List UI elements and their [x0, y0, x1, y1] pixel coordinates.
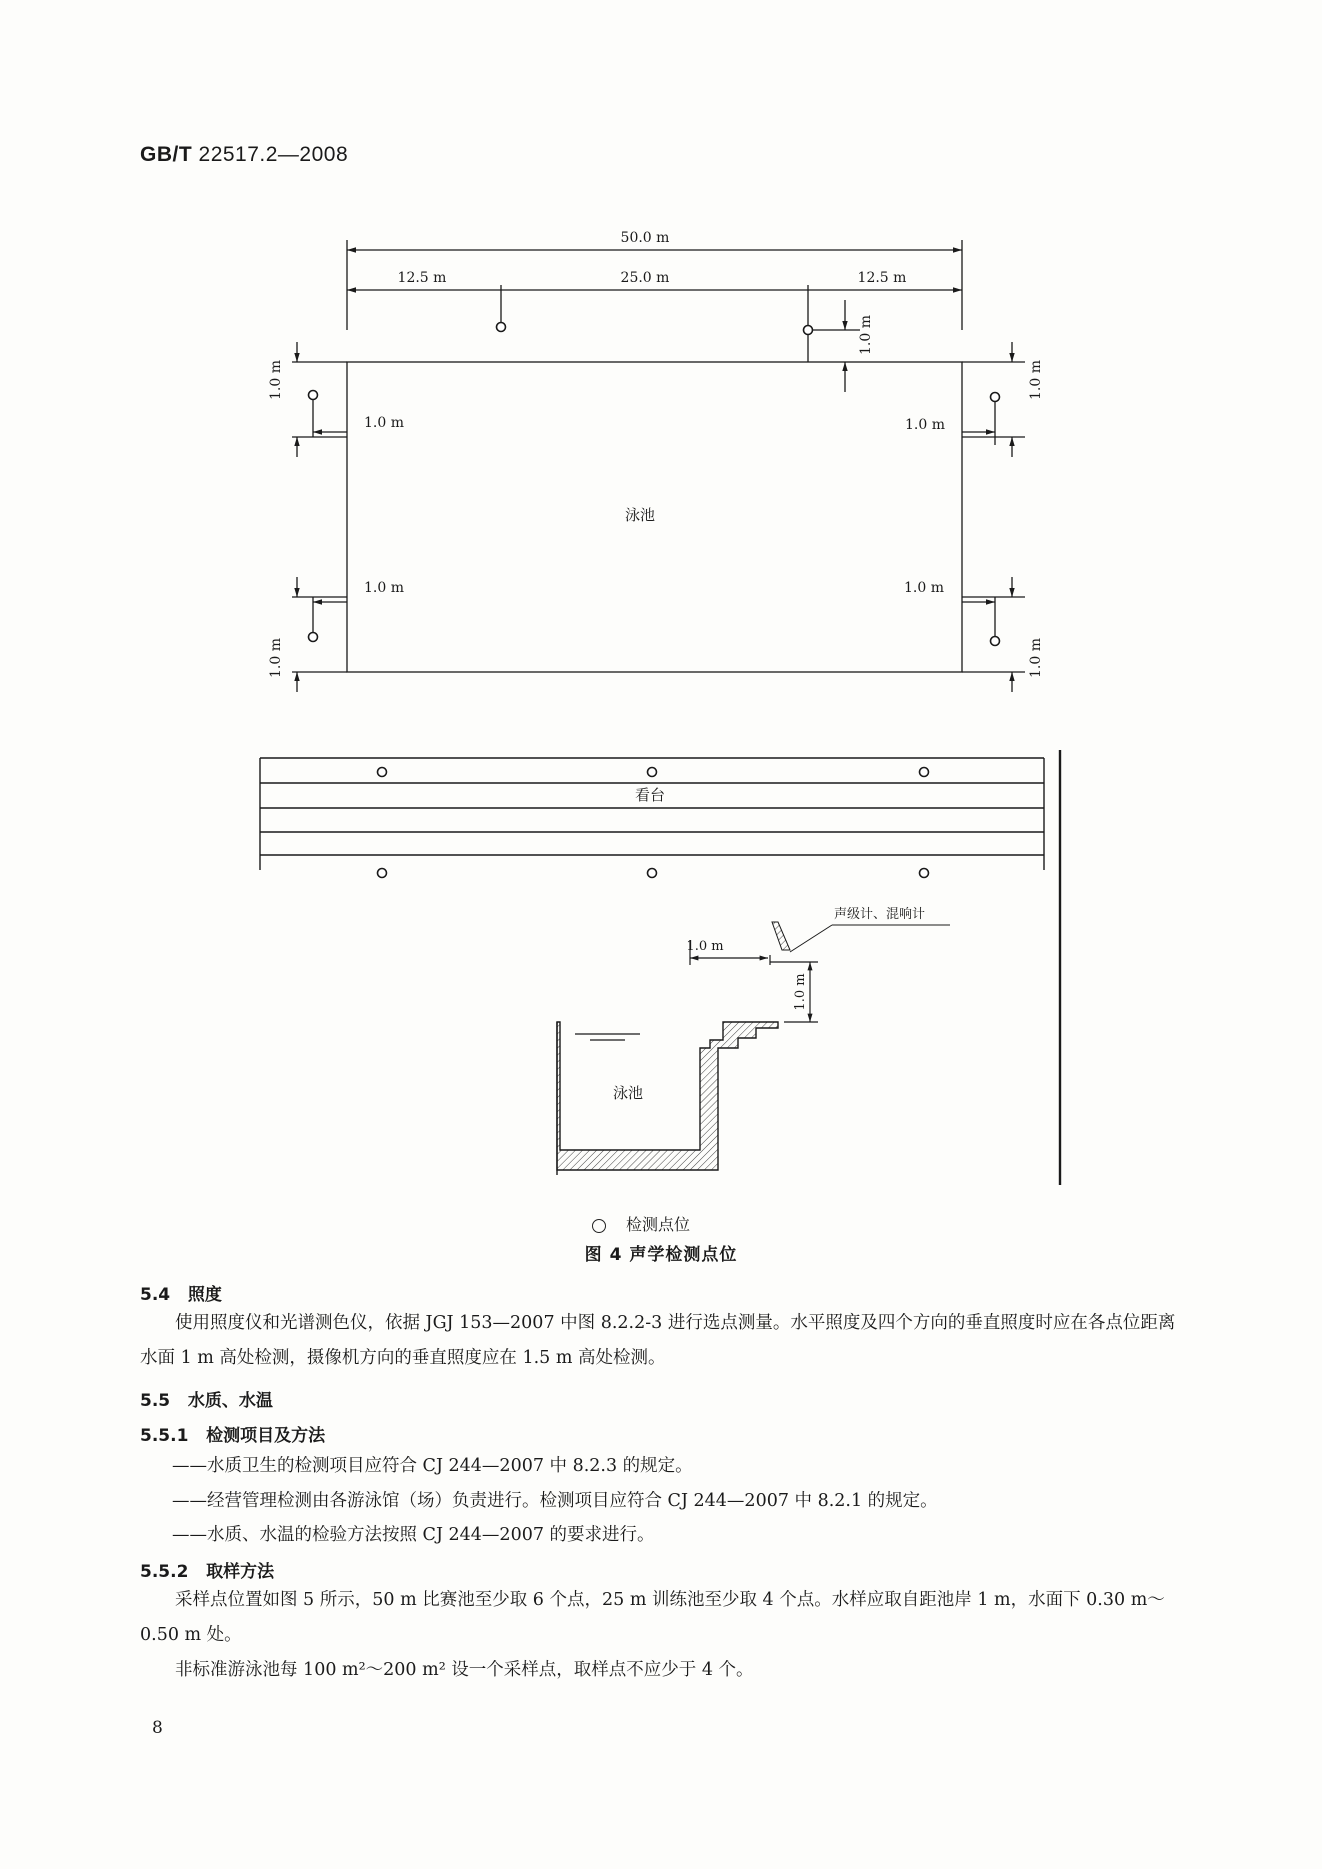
- measure-point: [991, 637, 1000, 646]
- section-5-4-heading: [140, 1280, 222, 1305]
- measure-point: [378, 869, 387, 878]
- section-5-5-2-text: 采样点位置如图 5 所示，50 m 比赛池至少取 6 个点，25 m 训练池至少取 4 个点。水样应取自距池岸 1 m，水面下 0.30 m～0.50 m 处。: [140, 1590, 1165, 1645]
- section-title: 检测项目及方法: [206, 1426, 326, 1446]
- section-number: 5.5.2: [140, 1562, 189, 1582]
- dim-offset: 1.0 m: [364, 415, 404, 431]
- standard-number: 22517.2—2008: [198, 143, 349, 166]
- dim-offset: 1.0 m: [905, 417, 945, 433]
- section-title: 照度: [187, 1285, 222, 1305]
- dim-offset: 1.0 m: [793, 973, 808, 1011]
- dim-offset: 1.0 m: [686, 939, 724, 954]
- pool-label: 泳池: [624, 506, 656, 524]
- figure-caption: 图 4 声学检测点位: [584, 1245, 738, 1265]
- dim-offset: 1.0 m: [268, 638, 284, 678]
- section-5-4-text: 使用照度仪和光谱测色仪，依据 JGJ 153—2007 中图 8.2.2-3 进行选点测量。水平照度及四个方向的垂直照度时应在各点位距离水面 1 m 高处检测，摄像机方向的垂直照度应在 1.5 m 高处检测。: [140, 1313, 1176, 1368]
- section-number: 5.5.1: [140, 1426, 189, 1446]
- list-item: ——水质卫生的检测项目应符合 CJ 244—2007 中 8.2.3 的规定。: [172, 1456, 693, 1476]
- measure-point: [991, 393, 1000, 402]
- dim-left: 12.5 m: [397, 270, 447, 286]
- dim-offset: 1.0 m: [268, 360, 284, 400]
- section-number: 5.5: [140, 1391, 171, 1411]
- page-number: 8: [152, 1718, 163, 1738]
- meter-label: 声级计、混响计: [834, 907, 926, 922]
- measure-point: [920, 768, 929, 777]
- list-item: ——水质、水温的检验方法按照 CJ 244—2007 的要求进行。: [172, 1525, 655, 1545]
- list-item: ——经营管理检测由各游泳馆（场）负责进行。检测项目应符合 CJ 244—2007 中 8.2.1 的规定。: [172, 1491, 938, 1511]
- section-5-5-1-heading: [140, 1421, 325, 1446]
- dim-offset: 1.0 m: [1028, 638, 1044, 678]
- measure-point: [648, 869, 657, 878]
- measure-point: [309, 391, 318, 400]
- section-5-5-2-heading: [140, 1557, 274, 1582]
- figure-legend: [592, 1212, 690, 1235]
- dim-offset: 1.0 m: [1028, 360, 1044, 400]
- dim-total: 50.0 m: [620, 230, 670, 246]
- measure-point: [804, 326, 813, 335]
- section-5-5-2-text2: 非标准游泳池每 100 m²～200 m² 设一个采样点，取样点不应少于 4 个。: [175, 1660, 754, 1680]
- stand-label: 看台: [634, 786, 666, 804]
- dim-offset: 1.0 m: [364, 580, 404, 596]
- section-number: 5.4: [140, 1285, 171, 1305]
- measure-point: [648, 768, 657, 777]
- section-title: 取样方法: [206, 1562, 275, 1582]
- dim-offset: 1.0 m: [904, 580, 944, 596]
- measure-point: [497, 323, 506, 332]
- measure-point: [920, 869, 929, 878]
- legend-text: 检测点位: [626, 1215, 691, 1234]
- measure-point: [378, 768, 387, 777]
- dim-offset: 1.0 m: [858, 315, 874, 355]
- section-title: 水质、水温: [187, 1391, 273, 1411]
- dim-right: 12.5 m: [857, 270, 907, 286]
- dim-middle: 25.0 m: [620, 270, 670, 286]
- stand: [260, 750, 1060, 1185]
- measure-point: [309, 633, 318, 642]
- section-5-5-heading: [140, 1386, 273, 1411]
- section-pool-label: 泳池: [612, 1084, 644, 1102]
- pool-cross-section: [557, 922, 950, 1175]
- standard-code: GB/T: [140, 143, 193, 166]
- point-legend-icon: [592, 1219, 606, 1233]
